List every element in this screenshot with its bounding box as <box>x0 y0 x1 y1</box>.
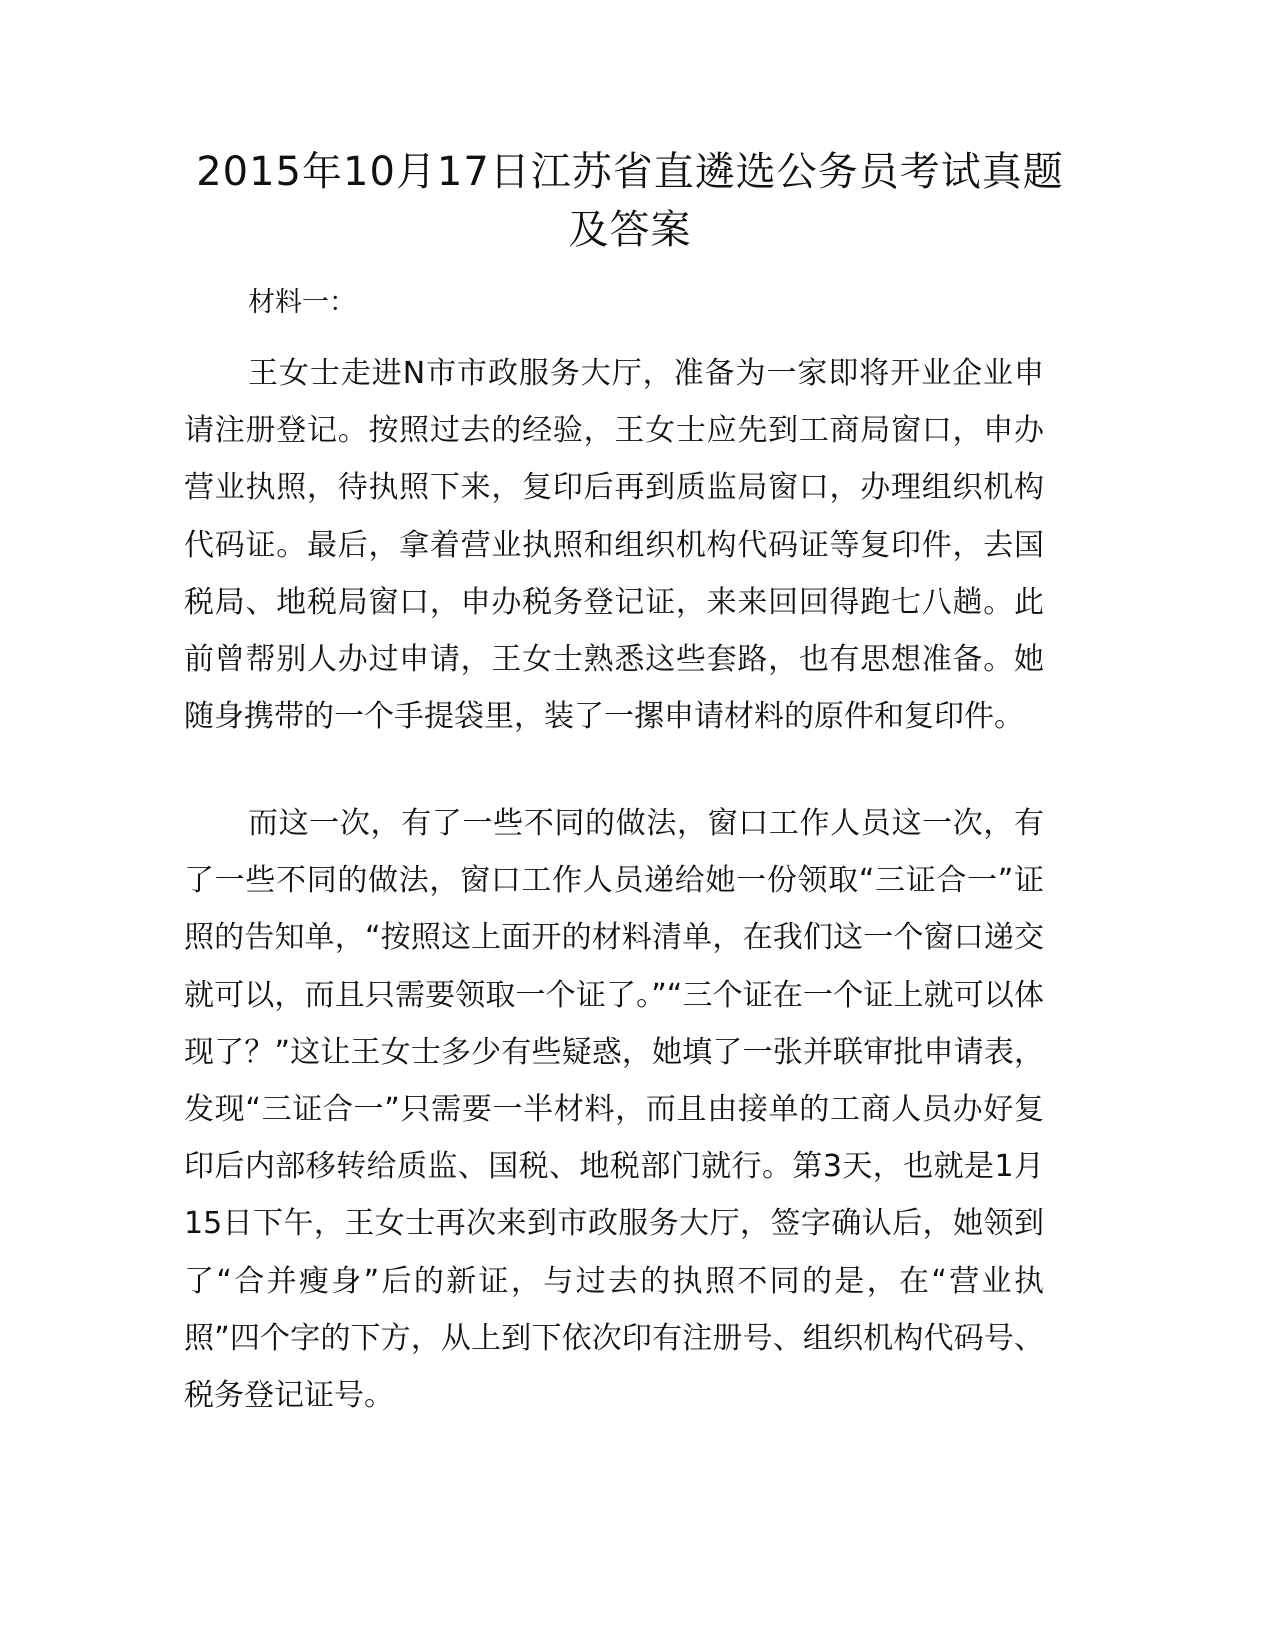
section-label: 材料一： <box>248 287 356 318</box>
document-title: 2015年10月17日江苏省直遴选公务员考试真题及答案 <box>196 149 1064 253</box>
paragraph-1: 王女士走进N市市政服务大厅，准备为一家即将开业企业申请注册登记。按照过去的经验，王女士应先到工商局窗口，申办营业执照，待执照下来，复印后再到质监局窗口，办理组织机构代码证。最后，拿着营业执照和组织机构代码证等复印件，去国税局、地税局窗口，申办税务登记证，来来回回得跑七八趟。此前曾帮别人办过申请，王女士熟悉这些套路，也有思想准备。她随身携带的一个手提袋里，装了一摞申请材料的原件和复印件。 <box>184 356 1044 735</box>
paragraph-2: 而这一次，有了一些不同的做法，窗口工作人员这一次，有了一些不同的做法，窗口工作人员递给她一份领取“三证合一”证照的告知单，“按照这上面开的材料清单，在我们这一个窗口递交就可以，而且只需要领取一个证了。”“三个证在一个证上就可以体现了？”这让王女士多少有些疑惑，她填了一张并联审批申请表，发现“三证合一”只需要一半材料，而且由接单的工商人员办好复印后内部移转给质监、国税、地税部门就行。第3天，也就是1月15日下午，王女士再次来到市政服务大厅，签字确认后，她领到了“合并瘦身”后的新证，与过去的执照不同的是，在“营业执照”四个字的下方，从上到下依次印有注册号、组织机构代码号、税务登记证号。 <box>184 806 1044 1414</box>
